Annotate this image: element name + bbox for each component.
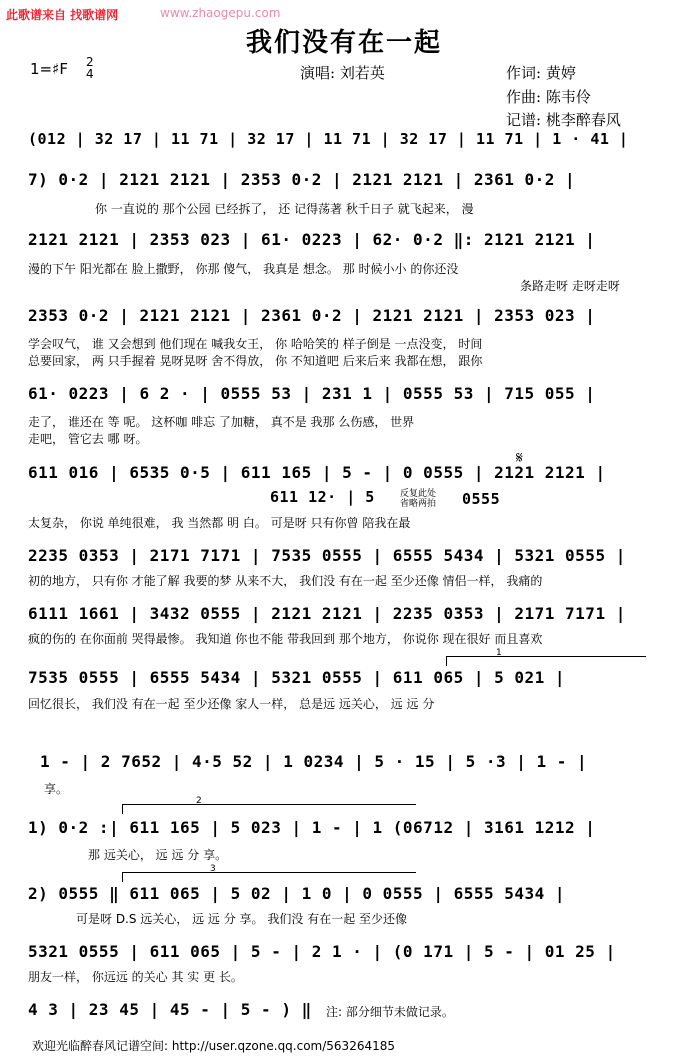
volta-bracket-2-tick: [122, 804, 123, 814]
score-line-1: (012 | 32 17 | 11 71 | 32 17 | 11 71 | 32 17 | 11 71 | 1 · 41 |: [28, 130, 629, 148]
composer-credit: 作曲: 陈韦伶: [506, 88, 591, 106]
alt-repeat-notes: 0555: [462, 490, 501, 508]
lyricist-credit: 作词: 黄婷: [506, 64, 576, 82]
lyric-line-2: 漫的下午 阳光都在 脸上撒野， 你那 傻气， 我真是 想念。 那 时候小小 的你还没: [28, 262, 459, 276]
singer-credit: 演唱: 刘若英: [300, 64, 385, 82]
song-title: 我们没有在一起: [245, 28, 442, 58]
lyric-line-5: 太复杂， 你说 单纯很难， 我 当然都 明 白。 可是呀 只有你曾 陪我在最: [28, 516, 411, 530]
alt-ending-notes: 611 12· | 5: [270, 488, 375, 506]
volta-number-3: 3: [210, 864, 216, 874]
score-line-13: 5321 0555 | 611 065 | 5 - | 2 1 · | (0 171 | 5 - | 01 25 |: [28, 942, 616, 961]
lyric-line-2b: 条路走呀 走呀走呀: [520, 279, 620, 293]
lyric-line-7: 疯的伤的 在你面前 哭得最惨。 我知道 你也不能 带我回到 那个地方， 你说你 现在很好 而且喜欢: [28, 632, 543, 646]
score-line-11: 1) 0·2 :| 611 165 | 5 023 | 1 - | 1 (06712 | 3161 1212 |: [28, 818, 596, 837]
volta-bracket-3: [122, 872, 416, 873]
score-line-12: 2) 0555 ‖ 611 065 | 5 02 | 1 0 | 0 0555 | 6555 5434 |: [28, 884, 566, 903]
volta-bracket-1: [446, 656, 646, 657]
key-signature: 1=♯F: [30, 60, 68, 78]
score-line-14: 4 3 | 23 45 | 45 - | 5 - ) ‖: [28, 1000, 312, 1019]
lyric-line-3b: 总要回家， 两 只手握着 晃呀晃呀 舍不得放， 你 不知道吧 后来后来 我都在想， 跟你: [28, 354, 483, 368]
lyric-line-8: 回忆很长， 我们没 有在一起 至少还像 家人一样， 总是远 远关心， 远 远 分: [28, 697, 435, 711]
volta-number-2: 2: [196, 796, 202, 806]
lyric-line-3: 学会叹气， 谁 又会想到 他们现在 喊我女王， 你 哈哈笑的 样子倒是 一点没变， 时间: [28, 337, 483, 351]
time-signature: [86, 56, 94, 80]
repeat-note: [400, 489, 436, 509]
score-line-8: 6111 1661 | 3432 0555 | 2121 2121 | 2235 0353 | 2171 7171 |: [28, 604, 626, 623]
watermark-right: www.zhaogepu.com: [160, 6, 281, 20]
score-line-2: 7) 0·2 | 2121 2121 | 2353 0·2 | 2121 2121 | 2361 0·2 |: [28, 170, 576, 189]
lyric-line-4b: 走吧， 管它去 哪 呀。: [28, 432, 148, 446]
lyric-line-6: 初的地方， 只有你 才能了解 我要的梦 从来不大， 我们没 有在一起 至少还像 情侣一样， 我痛的: [28, 574, 543, 588]
score-line-7: 2235 0353 | 2171 7171 | 7535 0555 | 6555 5434 | 5321 0555 |: [28, 546, 626, 565]
score-line-4: 2353 0·2 | 2121 2121 | 2361 0·2 | 2121 2121 | 2353 023 |: [28, 306, 596, 325]
score-line-10: 1 - | 2 7652 | 4·5 52 | 1 0234 | 5 · 15 | 5 ·3 | 1 - |: [40, 752, 588, 771]
lyric-line-11: 可是呀 D.S 远关心， 远 远 分 享。 我们没 有在一起 至少还像: [76, 912, 408, 926]
score-line-5: 61· 0223 | 6 2 · | 0555 53 | 231 1 | 0555 53 | 715 055 |: [28, 384, 596, 403]
lyric-line-10: 那 远关心， 远 远 分 享。: [88, 848, 228, 862]
volta-bracket-1-tick: [446, 656, 447, 666]
lyric-line-9: 享。: [44, 782, 69, 796]
remark-text: 注: 部分细节未做记录。: [326, 1005, 454, 1019]
volta-bracket-3-tick: [122, 872, 123, 882]
volta-number-1: 1: [496, 648, 502, 658]
repeat-note-2: 省略两拍: [400, 499, 437, 509]
lyric-line-1: 你 一直说的 那个公园 已经拆了， 还 记得荡著 秋千日子 就飞起来， 漫: [95, 202, 474, 216]
segno-sign: 𝄋: [516, 448, 523, 467]
volta-bracket-2: [122, 804, 416, 805]
score-line-6: 611 016 | 6535 0·5 | 611 165 | 5 - | 0 0555 | 2121 2121 |: [28, 463, 606, 482]
watermark-left: 此歌谱来自 找歌谱网: [6, 8, 119, 22]
score-line-9: 7535 0555 | 6555 5434 | 5321 0555 | 611 065 | 5 021 |: [28, 668, 566, 687]
transcriber-credit: 记谱: 桃李醉春风: [506, 111, 621, 129]
footer-text: 欢迎光临醉春风记谱空间: http://user.qzone.qq.com/563264185: [32, 1039, 396, 1053]
score-line-3: 2121 2121 | 2353 023 | 61· 0223 | 62· 0·2 ‖: 2121 2121 |: [28, 230, 596, 249]
time-top: 2: [86, 55, 94, 69]
time-bottom: 4: [86, 67, 94, 81]
lyric-line-4: 走了， 谁还在 等 呢。 这杯咖 啡忘 了加糖， 真不是 我那 么伤感， 世界: [28, 415, 415, 429]
lyric-line-12: 朋友一样， 你远远 的关心 其 实 更 长。: [28, 970, 243, 984]
repeat-note-1: 反复此处: [400, 489, 437, 499]
